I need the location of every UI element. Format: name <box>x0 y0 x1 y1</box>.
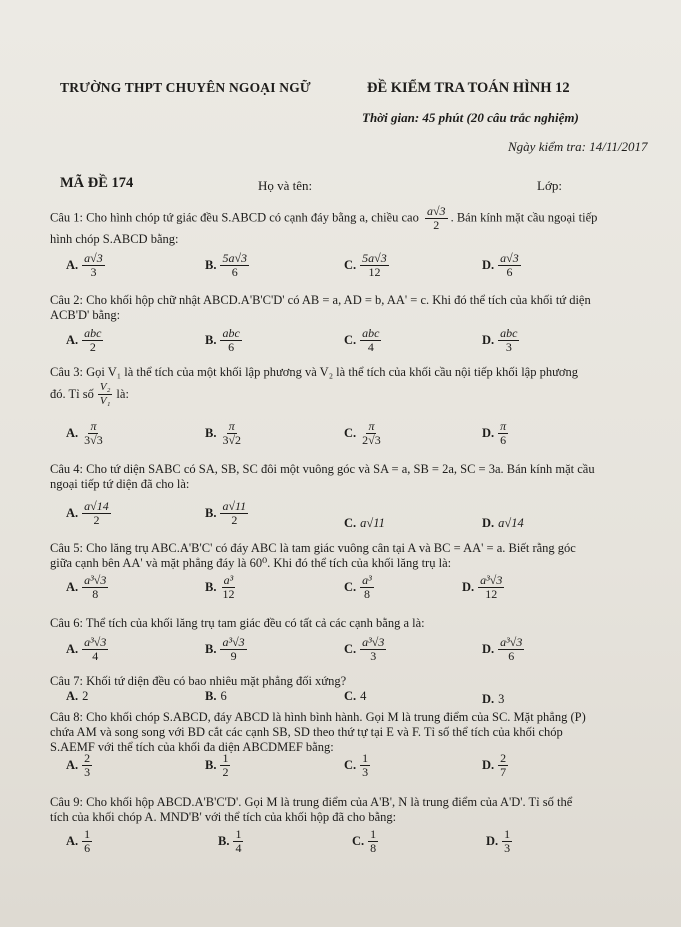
name-label: Họ và tên: <box>258 178 313 193</box>
option-b[interactable]: B. $\frac{\text{abc}}{6}$ <box>205 326 240 354</box>
exam-title: ĐỀ KIỂM TRA TOÁN HÌNH 12 <box>367 80 570 96</box>
option-b[interactable]: B. $\frac{a√11}{2}$ <box>205 499 247 527</box>
question-9: Câu 9: Cho khối hộp ABCD.A'B'C'D'. Gọi M là trung điểm của A'B', N là trung điểm của A'D'. Tỉ số thể tích của khối chóp A. MND'B' với thể tích của khối hộp đã cho bằng: <box>50 795 573 824</box>
option-b[interactable]: B. 6 <box>205 689 227 703</box>
option-a[interactable]: A. $\frac{a√14}{2}$ <box>66 499 109 527</box>
option-d[interactable]: D. $\frac{2}{7}$ <box>482 751 507 779</box>
option-d[interactable]: D. $\frac{\text{a³√3}}{6}$ <box>482 635 523 663</box>
question-6: Câu 6: Thể tích của khối lăng trụ tam giác đều có tất cả các cạnh bằng a là: <box>50 616 425 630</box>
option-c[interactable]: C. $\frac{5a√3}{12}$ <box>344 251 387 279</box>
option-c[interactable]: C. $\frac{\text{a³√3}}{3}$ <box>344 635 385 663</box>
option-c[interactable]: C. $\frac{\text{abc}}{4}$ <box>344 326 380 354</box>
option-d[interactable]: D. a√14 <box>482 516 524 530</box>
question-7: Câu 7: Khối tứ diện đều có bao nhiêu mặt phẳng đối xứng? <box>50 674 347 688</box>
school-name: TRƯỜNG THPT CHUYÊN NGOẠI NGỮ <box>60 80 311 95</box>
option-c[interactable]: C. $\frac{\text{a³}}{8}$ <box>344 573 372 601</box>
option-c[interactable]: C. 4 <box>344 689 367 703</box>
question-8: Câu 8: Cho khối chóp S.ABCD, đáy ABCD là hình bình hành. Gọi M là trung điểm của SC. Mặt phẳng (P) chứa AM và song song với BD cắt các cạnh SB, SD theo thứ tự tại E và F. Tỉ số thể tích của khối chóp S.AEMF với thể tích của khối đa diện ABCDMEF bằng: <box>50 710 586 754</box>
option-c[interactable]: C. a√11 <box>344 516 385 530</box>
option-b[interactable]: B. $\frac{1}{4}$ <box>218 827 242 855</box>
option-c[interactable]: C. $\frac{1}{8}$ <box>352 827 377 855</box>
option-a[interactable]: A. $\frac{\text{a³√3}}{4}$ <box>66 635 107 663</box>
option-b[interactable]: B. $\frac{\pi}{3√2}$ <box>205 419 242 447</box>
question-5: Câu 5: Cho lăng trụ ABC.A'B'C' có đáy ABC là tam giác vuông cân tại A và BC = AA' = a. Biết rằng góc giữa cạnh bên AA' và mặt phẳng đáy là 60⁰. Khi đó thể tích của khối lăng trụ là: <box>50 541 576 570</box>
option-a[interactable]: A. $\frac{a√3}{3}$ <box>66 251 103 279</box>
question-3: Câu 3: Gọi V₁ là thể tích của một khối lập phương và V₂ là thể tích của khối cầu nội tiếp khối lập phương <box>50 365 578 379</box>
question-text: hình chóp S.ABCD bằng: <box>50 232 179 246</box>
option-d[interactable]: D. $\frac{a√3}{6}$ <box>482 251 519 279</box>
question-3-ratio: đó. Tỉ số $\frac{\text{V₂}}{\text{V₁}}$ là: <box>50 381 129 407</box>
option-c[interactable]: C. $\frac{\pi}{2√3}$ <box>344 419 381 447</box>
exam-code: MÃ ĐỀ 174 <box>60 175 134 191</box>
inline-fraction: $\frac{a√3}{2}$ <box>426 204 446 232</box>
question-4: Câu 4: Cho tứ diện SABC có SA, SB, SC đôi một vuông góc và SA = a, SB = 2a, SC = 3a. Bán kính mặt cầu ngoại tiếp tứ diện đã cho là: <box>50 462 595 491</box>
option-b[interactable]: B. $\frac{5a√3}{6}$ <box>205 251 248 279</box>
option-d[interactable]: D. $\frac{\text{abc}}{3}$ <box>482 326 518 354</box>
option-a[interactable]: A. $\frac{\pi}{3√3}$ <box>66 419 103 447</box>
question-1: Câu 1: Cho hình chóp tứ giác đều S.ABCD có cạnh đáy bằng a, chiều cao $\frac{a√3}{2}$ . Bán kính mặt cầu ngoại tiếp hình chóp S.ABCD bằng: <box>50 204 598 246</box>
option-b[interactable]: B. $\frac{\text{a³√3}}{9}$ <box>205 635 245 663</box>
exam-date: Ngày kiểm tra: 14/11/2017 <box>508 139 648 154</box>
option-a[interactable]: A. $\frac{1}{6}$ <box>66 827 91 855</box>
option-d[interactable]: D. 3 <box>482 692 505 706</box>
option-a[interactable]: A. 2 <box>66 689 89 703</box>
option-a[interactable]: A. $\frac{\text{abc}}{2}$ <box>66 326 102 354</box>
option-d[interactable]: D. $\frac{\pi}{6}$ <box>482 419 507 447</box>
question-text: Câu 1: Cho hình chóp tứ giác đều S.ABCD có cạnh đáy bằng a, chiều cao <box>50 210 419 225</box>
question-2: Câu 2: Cho khối hộp chữ nhật ABCD.A'B'C'D' có AB = a, AD = b, AA' = c. Khi đó thể tích của khối tứ diện ACB'D' bằng: <box>50 293 591 322</box>
option-c[interactable]: C. $\frac{1}{3}$ <box>344 751 369 779</box>
option-d[interactable]: D. $\frac{1}{3}$ <box>486 827 511 855</box>
option-a[interactable]: A. $\frac{2}{3}$ <box>66 751 91 779</box>
option-a[interactable]: A. $\frac{\text{a³√3}}{8}$ <box>66 573 107 601</box>
exam-duration: Thời gian: 45 phút (20 câu trắc nghiệm) <box>362 110 579 125</box>
inline-fraction: $\frac{\text{V₂}}{\text{V₁}}$ <box>99 381 111 407</box>
option-b[interactable]: B. $\frac{1}{2}$ <box>205 751 229 779</box>
option-d[interactable]: D. $\frac{\text{a³√3}}{12}$ <box>462 573 503 601</box>
option-b[interactable]: B. $\frac{\text{a³}}{12}$ <box>205 573 235 601</box>
class-label: Lớp: <box>537 178 562 193</box>
